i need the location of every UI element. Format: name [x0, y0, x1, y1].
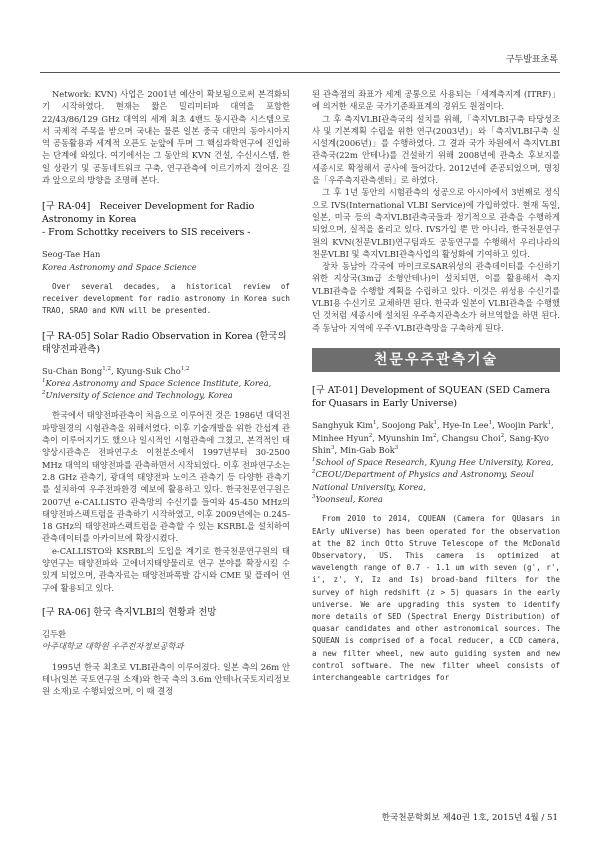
at01-affil1: $^1$School of Space Research, Kyung Hee University, Korea, — [312, 457, 554, 468]
ra04-subtitle: - From Schottky receivers to SIS receivers - — [42, 227, 251, 239]
at01-author-sup: 1 — [488, 420, 493, 427]
section-label: 구두발표초록 — [505, 55, 558, 65]
at01-author: Sanghyuk Kim — [312, 420, 374, 431]
at01-authors: Sanghyuk Kim$^1$, Soojong Pak$^1$, Hye-In Lee$^1$, Woojin Park$^1$, Minhee Hyun$^2$, Myunshin Im$^2$, Changsu Choi$^2$, Sang-Kyo Shin$^3$, Min-Gab Bok$^3$ — [312, 420, 554, 455]
at01-body: From 2010 to 2014, CQUEAN (Camera for QUasars in EArly uNiverse) has been operated for the observation at the 82 inch Otto Struve Telescope of the McDonald Observatory, US. This camera is optimized at wavelength range of 0.7 - 1.1 um with seven (g', r', i', z', Y, Iz and Is) broad-band filters for the survey of high redshift (z > 5) quasars in the early universe. We are upgrading this system to identify more details of SED (Spectral Energy Distribution) of quasar candidates and other astronomical sources. The SQUEAN is comprised of a focal reducer, a CCD camera, a new filter wheel, new auto guiding system and new control software. The new filter wheel consists of interchangeable cartridges for — [312, 514, 560, 682]
at01-author-sup: 1 — [373, 420, 377, 427]
ra05-author2-sup: 1,2 — [180, 365, 190, 372]
header-rule — [40, 72, 560, 73]
at01-author: Woojin Park — [497, 420, 548, 431]
section-banner: 천문우주관측기술 — [312, 348, 560, 372]
at01-author-sup: 2 — [500, 432, 505, 439]
ra05-affil2: $^2$University of Science and Technology, Korea — [42, 390, 233, 401]
right-column — [312, 88, 560, 684]
at01-author: Minhee Hyun — [312, 432, 369, 443]
at01-author-sup: 2 — [432, 432, 437, 439]
ra04-body: Over several decades, a historical review of receiver development for radio astronomy in Korea such TRAO, SRAO and KVN will be presented. — [42, 281, 290, 316]
page-footer: 한국천문학회보 제40권 1호, 2015년 4월 / 51 — [381, 813, 558, 823]
ra04-author: Seog-Tae Han — [42, 249, 101, 260]
ra05-body1: 한국에서 태양전파관측이 처음으로 이루어진 것은 1986년 대덕전파망원경의 시험관측을 위해서였다. 이후 기술개발을 위한 간섭계 관측이 이루어지기도 했으나 일시적인 시험관측에 그쳤고, 본격적인 태양상시관측은 전파연구소 이천분소에서 1997년부터 30-2500 MHz 대역의 태양전파를 관측하면서 시작되었다. 이후 전파연구소는 2.8 GHz 관측기, 광대역 태양전파 노이즈 관측기 등 다양한 관측기를 설치하여 우주전파환경 예보에 활용하고 있다. 한국천문연구원은 2007년 e-CALLISTO 관측망의 수신기를 들여와 45-450 MHz의 태양전파스펙트럼을 관측하기 시작하였고, 이후 2009년에는 0.245-18 GHz의 태양전파스펙트럼을 관측할 수 있는 KSRBL을 설치하여 관측데이터를 아카이브에 확장시켰다. — [42, 410, 290, 544]
intro-paragraph: Network: KVN) 사업은 2001년 예산이 확보됨으로써 본격화되기 시작하였다. 현재는 짧은 밀리미터파 대역을 포함한 22/43/86/129 GHz 대역의 세계 최초 4밴드 동시관측 시스템으로서 국제적 주목을 받으며 국내는 물론 일본 중국 대만의 동아시아지역 공동활용과 세계적 오픈도 눈앞에 두며 그 핵심과학연구에 진입하는 단계에 와있다. 여기에서는 그 동안의 KVN 건설, 수신시스템, 한일 상관기 및 공동네트워크 구축, 연구관측에 이르기까지 걸어온 길과 앞으로의 방향을 조명해 본다. — [42, 89, 290, 186]
ra05-author1: Su-Chan Bong — [42, 365, 103, 376]
ra06-title: [구 RA-06] 한국 측지VLBI의 현황과 전망 — [42, 606, 217, 618]
at01-author-sup: 3 — [331, 445, 335, 452]
vlbi-cont-paragraph-2: 그 후 측지VLBI관측국의 설치를 위해,「측지VLBI구축 타당성조사 및 기본계획 수립을 위한 연구(2003년)」와「측지VLBI구축 실시설계(2006년)」를 수행하였다. 그 결과 국가 차원에서 측지VLBI관측국(22m 안테나)를 건설하기 위해 2008년에 관측소 후보지를 세종시로 확정해서 공사에 들어갔다. 2012년에 준공되었으며, 명칭을「우주측지관측센터」로 하였다. — [312, 113, 560, 186]
ra05-body2: e-CALLISTO와 KSRBL의 도입을 계기로 한국천문연구원의 태양연구는 태양전파와 고에너지태양물리로 연구 분야를 확장시킬 수 있게 되었으며, 관측자료는 태양전파폭발 감시와 CME 및 플레어 연구에 활용되고 있다. — [42, 545, 290, 593]
at01-author: Changsu Choi — [441, 432, 501, 443]
at01-author-sup: 1 — [547, 420, 552, 427]
ra05-author-sep: , Kyung-Suk Cho — [110, 365, 181, 376]
at01-author: Soojong Pak — [381, 420, 434, 431]
at01-author: Hye-In Lee — [442, 420, 489, 431]
at01-author: Min-Gab Bok — [339, 444, 395, 455]
ra06-body: 1995년 한국 최초로 VLBI관측이 이루어졌다. 일본 측의 26m 안테나(일본 국토연구원 소재)와 한국 측의 3.6m 안테나(국토지리정보원 소재)로 수행되었으며, 이 때 결정 — [42, 661, 290, 697]
ra05-title: [구 RA-05] Solar Radio Observation in Korea (한국의 태양전파관측) — [42, 330, 287, 355]
ra05-author1-sup: 1,2 — [102, 365, 111, 372]
ra04-affiliation: Korea Astronomy and Space Science — [42, 261, 197, 272]
ra06-author: 김두환 — [42, 628, 67, 639]
at01-author: Sang-Kyo Shin — [312, 432, 549, 455]
at01-title: [구 AT-01] Development of SQUEAN (SED Camera for Quasars in Early Universe) — [312, 385, 551, 410]
at01-author-sup: 2 — [368, 432, 373, 439]
ra06-affiliation: 아주대학교 대학원 우주전자정보공학과 — [42, 641, 184, 652]
vlbi-cont-paragraph-3: 그 후 1년 동안의 시험관측의 성공으로 아시아에서 3번째로 정식으로 IVS(International VLBI Service)에 가입하였다. 현재 독일, 일본, 미국 등의 측지VLBI관측국들과 정기적으로 관측을 수행하게 되었으며, 실적을 올리고 있다. IVS가입 뿐 만 아니라, 한국천문연구원의 KVN(천문VLBI)연구팀과도 공동연구를 수행해서 우리나라의 천문VLBI 및 측지VLBI관측사업의 활성화에 기여하고 있다. — [312, 187, 560, 259]
ra04-title: [구 RA-04] Receiver Development for Radio Astronomy in Korea — [42, 201, 255, 226]
ra05-affil1: $^1$Korea Astronomy and Space Science Institute, Korea, — [42, 377, 272, 388]
at01-affil2: $^2$CEOU/Department of Physics and Astronomy, Seoul National University, Korea, — [312, 469, 534, 492]
at01-author-sup: 3 — [394, 445, 399, 452]
vlbi-cont-paragraph-1: 된 관측점의 좌표가 세계 공통으로 사용되는「세계측지계 (ITRF)」에 의거한 새로운 국가기준좌표계의 경위도 원점이다. — [312, 89, 560, 112]
ra05-authors — [42, 365, 290, 377]
at01-author-sup: 1 — [433, 420, 438, 427]
left-column — [42, 88, 290, 697]
at01-author: Myunshin Im — [377, 432, 433, 443]
at01-affil3: $^3$Yoonseul, Korea — [312, 494, 383, 505]
vlbi-cont-paragraph-4: 장차 동남아 각국에 마이크로SAR위성의 관측데이터를 수신하기 위한 지상국(3m급 소형안테나)이 설치되면, 이를 활용해서 측지VLBI관측을 수행할 계획을 수립하고 있다. 이것은 위성용 수신기를 VLBI용 수신기로 교체하면 된다. 한국과 일본이 VLBI관측을 수행했던 것처럼 세종시에 설치된 우주측지관측소가 허브역할을 하면 된다. 즉 동남아 지역에 우주·VLBI관측망을 구축하게 된다. — [312, 261, 560, 333]
